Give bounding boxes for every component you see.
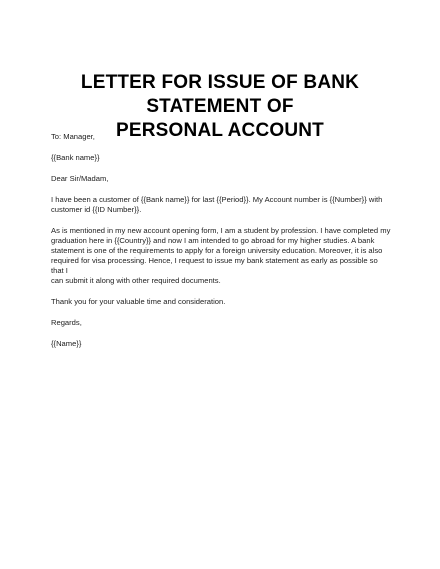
salutation: Dear Sir/Madam, — [51, 174, 109, 183]
paragraph-request — [51, 226, 391, 286]
signature-line: {{Name}} — [51, 339, 82, 348]
letter-body — [51, 132, 391, 360]
paragraph-line: As is mentioned in my new account opening form, I am a student by profession. I have completed my — [51, 226, 391, 235]
title-line-2: PERSONAL ACCOUNT — [116, 120, 324, 141]
paragraph-line: required for visa processing. Hence, I request to issue my bank statement as early as possible so that I — [51, 256, 378, 275]
thanks-line: Thank you for your valuable time and consideration. — [51, 297, 226, 306]
paragraph-account-info — [51, 195, 391, 215]
paragraph-line: I have been a customer of {{Bank name}} for last {{Period}}. My Account number is {{Number}} with — [51, 195, 383, 204]
bank-name-line: {{Bank name}} — [51, 153, 100, 162]
closing-line: Regards, — [51, 318, 82, 327]
paragraph-line: can submit it along with other required documents. — [51, 276, 221, 285]
title-line-1: LETTER FOR ISSUE OF BANK STATEMENT OF — [80, 72, 360, 117]
paragraph-line: graduation here in {{Country}} and now I am intended to go abroad for my higher studies. A bank — [51, 236, 375, 245]
paragraph-line: statement is one of the requirements to apply for a foreign university education. Moreover, it is also — [51, 246, 383, 255]
recipient-line: To: Manager, — [51, 132, 95, 141]
paragraph-line: customer id {{ID Number}}. — [51, 205, 142, 214]
